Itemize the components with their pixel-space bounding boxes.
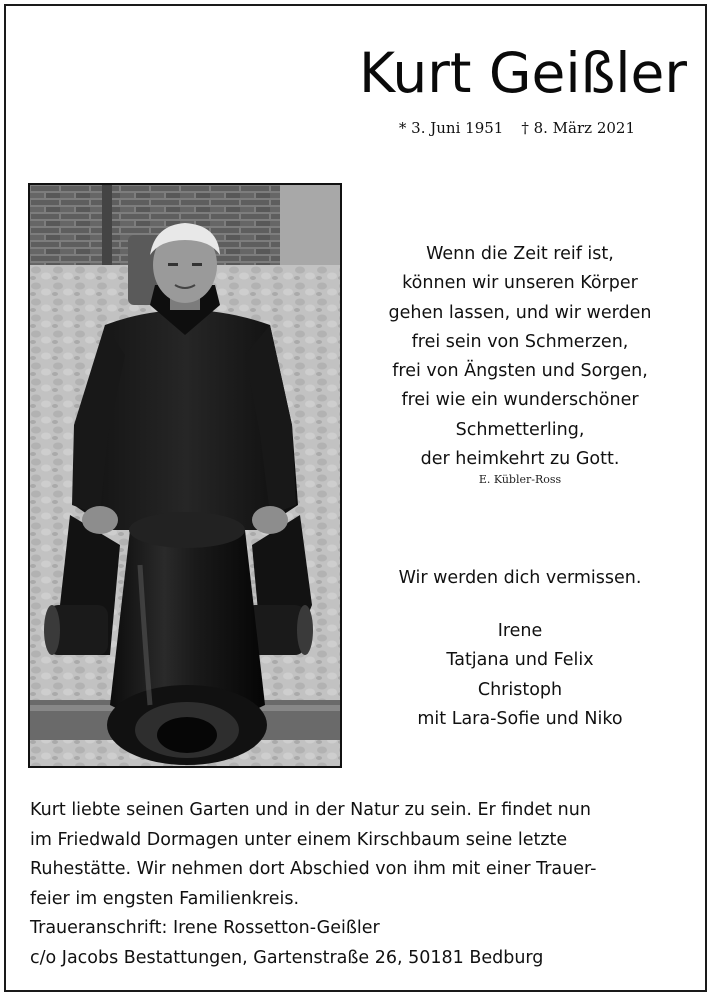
- mourner-name: mit Lara-Sofie und Niko: [417, 708, 623, 729]
- condolence-address: c/o Jacobs Bestattungen, Gartenstraße 26, 50181 Bedburg: [30, 947, 544, 968]
- poem-line: gehen lassen, und wir werden: [388, 302, 652, 323]
- poem-line: frei wie ein wunderschöner: [401, 390, 639, 411]
- poem-line: frei von Ängsten und Sorgen,: [392, 361, 648, 382]
- life-dates: [399, 119, 635, 137]
- poem: [355, 240, 685, 474]
- death-date: † 8. März 2021: [521, 119, 635, 137]
- mourner-name: Tatjana und Felix: [446, 650, 594, 671]
- mourner-name: Christoph: [477, 679, 563, 700]
- poem-author: E. Kübler-Ross: [478, 473, 562, 486]
- poem-line: der heimkehrt zu Gott.: [420, 449, 620, 470]
- poem-line: können wir unseren Körper: [402, 273, 638, 294]
- poem-line: frei sein von Schmerzen,: [411, 331, 629, 352]
- mourners-list: [355, 617, 685, 734]
- portrait-photo: [28, 183, 342, 768]
- condolence-address: Traueranschrift: Irene Rossetton-Geißler: [30, 918, 380, 938]
- birth-date: * 3. Juni 1951: [398, 119, 504, 137]
- mourner-name: Irene: [497, 621, 543, 641]
- info-line: feier im engsten Familienkreis.: [30, 888, 300, 909]
- deceased-name: Kurt Geißler: [359, 41, 687, 105]
- info-line: im Friedwald Dormagen unter einem Kirschbaum seine letzte: [30, 829, 568, 850]
- info-line: Ruhestätte. Wir nehmen dort Abschied von ihm mit einer Trauer-: [30, 859, 597, 879]
- funeral-information: [30, 796, 690, 973]
- farewell-line: Wir werden dich vermissen.: [398, 568, 642, 588]
- info-line: Kurt liebte seinen Garten und in der Natur zu sein. Er findet nun: [30, 800, 591, 820]
- poem-line: Wenn die Zeit reif ist,: [426, 244, 614, 264]
- poem-line: Schmetterling,: [455, 419, 585, 440]
